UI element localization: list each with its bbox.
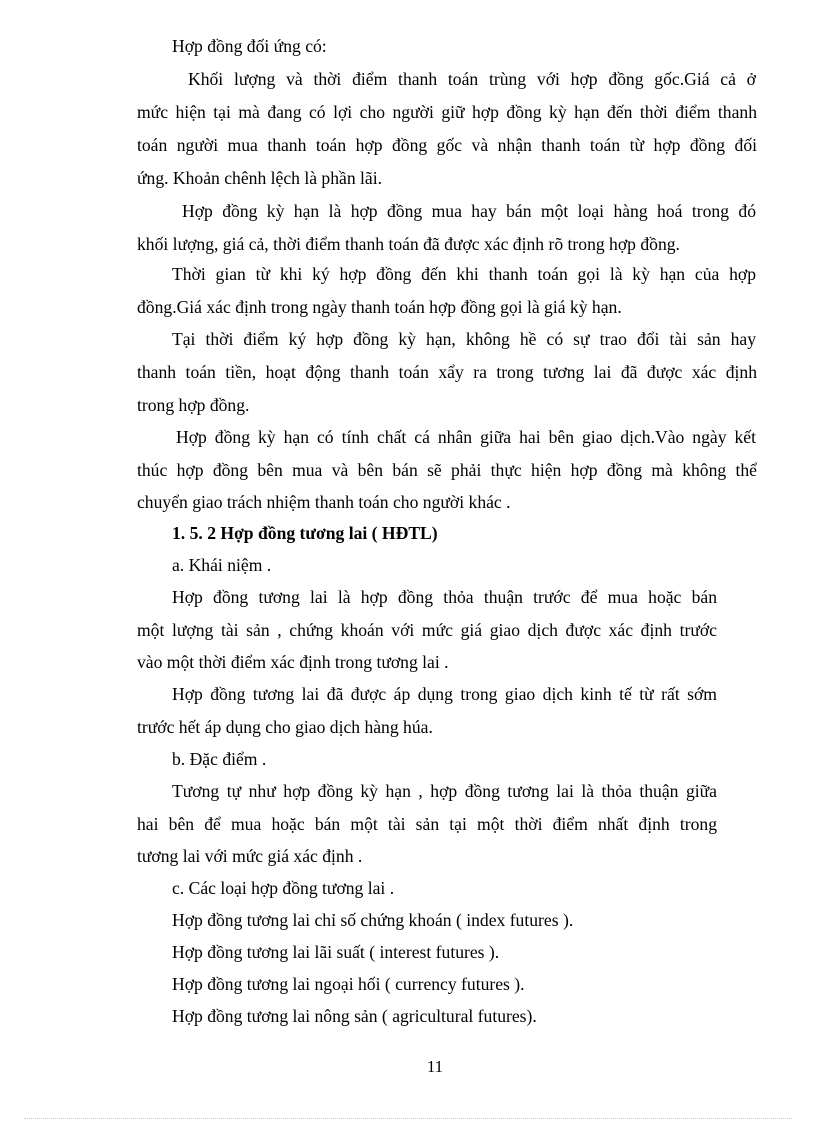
subsection-heading: a. Khái niệm . <box>172 555 272 575</box>
text-line: Hợp đồng kỳ hạn là hợp đồng mua hay bán một loại hàng hoá trong đó <box>182 201 756 221</box>
text-line: hai bên để mua hoặc bán một tài sản tại một thời điểm nhất định trong <box>137 814 717 834</box>
subsection-heading: c. Các loại hợp đồng tương lai . <box>172 878 395 898</box>
text-line: trong hợp đồng. <box>137 395 250 415</box>
page-bottom-divider <box>24 1118 792 1119</box>
text-line: Thời gian từ khi ký hợp đồng đến khi thanh toán gọi là kỳ hạn của hợp <box>172 264 756 284</box>
list-item: Hợp đồng tương lai ngoại hối ( currency futures ). <box>172 974 525 994</box>
text-line: ứng. Khoản chênh lệch là phần lãi. <box>137 168 383 188</box>
text-line: Khối lượng và thời điểm thanh toán trùng với hợp đồng gốc.Giá cả ở <box>188 69 756 89</box>
text-line: Hợp đồng kỳ hạn có tính chất cá nhân giữa hai bên giao dịch.Vào ngày kết <box>176 427 756 447</box>
text-line: tương lai với mức giá xác định . <box>137 846 363 866</box>
text-line: một lượng tài sản , chứng khoán với mức giá giao dịch được xác định trước <box>137 620 717 640</box>
text-line: trước hết áp dụng cho giao dịch hàng húa. <box>137 717 433 737</box>
text-line: thanh toán tiền, hoạt động thanh toán xẩy ra trong tương lai đã được xác định <box>137 362 757 382</box>
text-line: Tương tự như hợp đồng kỳ hạn , hợp đồng tương lai là thỏa thuận giữa <box>172 781 717 801</box>
text-line: Hợp đồng đối ứng có: <box>172 36 327 56</box>
subsection-heading: b. Đặc điểm . <box>172 749 267 769</box>
text-line: chuyển giao trách nhiệm thanh toán cho người khác . <box>137 492 511 512</box>
text-line: toán người mua thanh toán hợp đồng gốc và nhận thanh toán từ hợp đồng đối <box>137 135 757 155</box>
page-number: 11 <box>426 1057 444 1076</box>
list-item: Hợp đồng tương lai nông sản ( agricultural futures). <box>172 1006 537 1026</box>
section-heading: 1. 5. 2 Hợp đồng tương lai ( HĐTL) <box>172 523 438 543</box>
list-item: Hợp đồng tương lai lãi suất ( interest futures ). <box>172 942 500 962</box>
text-line: mức hiện tại mà đang có lợi cho người giữ hợp đồng kỳ hạn đến thời điểm thanh <box>137 102 757 122</box>
text-line: Tại thời điểm ký hợp đồng kỳ hạn, không hề có sự trao đổi tài sản hay <box>172 329 756 349</box>
text-line: Hợp đồng tương lai đã được áp dụng trong giao dịch kinh tế từ rất sớm <box>172 684 717 704</box>
text-line: vào một thời điểm xác định trong tương lai . <box>137 652 449 672</box>
text-line: khối lượng, giá cả, thời điểm thanh toán đã được xác định rõ trong hợp đồng. <box>137 234 680 254</box>
list-item: Hợp đồng tương lai chỉ số chứng khoán ( index futures ). <box>172 910 574 930</box>
text-line: Hợp đồng tương lai là hợp đồng thỏa thuận trước để mua hoặc bán <box>172 587 717 607</box>
text-line: thúc hợp đồng bên mua và bên bán sẽ phải thực hiện hợp đồng mà không thể <box>137 460 757 480</box>
text-line: đồng.Giá xác định trong ngày thanh toán hợp đồng gọi là giá kỳ hạn. <box>137 297 622 317</box>
